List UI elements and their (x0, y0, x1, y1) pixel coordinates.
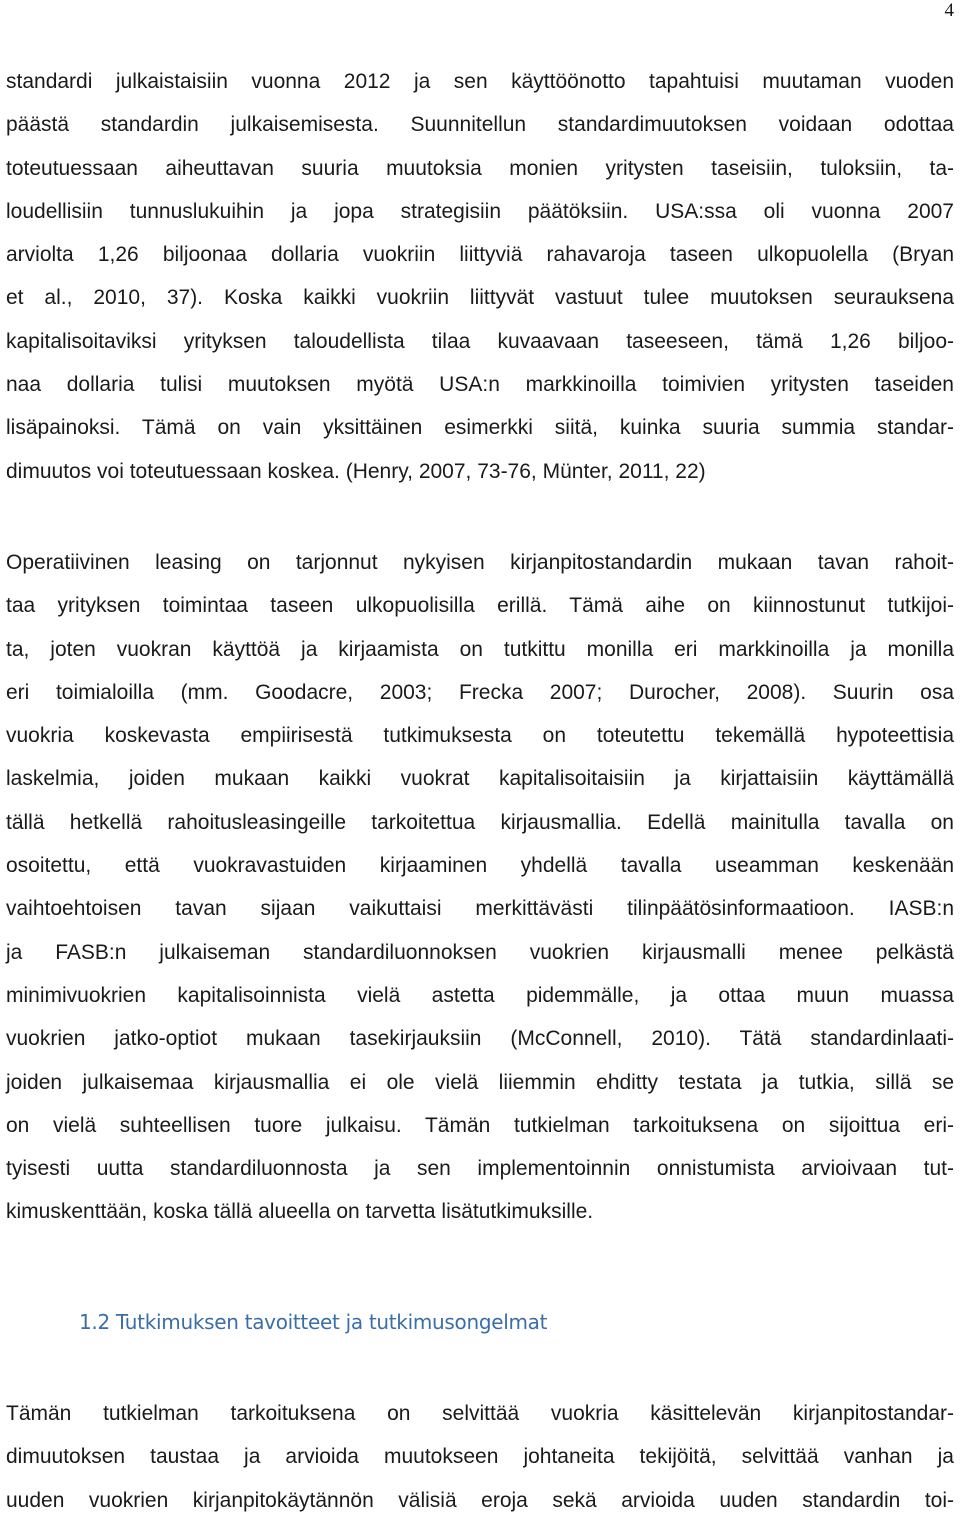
text-line: Operatiivinen leasing on tarjonnut nykyisen kirjanpitostandardin mukaan tavan rahoit- (6, 551, 954, 574)
text-line: vaihtoehtoisen tavan sijaan vaikuttaisi merkittävästi tilinpäätösinformaatioon. IASB:n (6, 897, 954, 921)
text-line: tyisesti uutta standardiluonnosta ja sen implementoinnin onnistumista arvioivaan tut- (6, 1157, 954, 1181)
text-line: et al., 2010, 37). Koska kaikki vuokriin liittyvät vastuut tulee muutoksen seurauksena (6, 286, 954, 310)
text-line: joiden julkaisemaa kirjausmallia ei ole vielä liiemmin ehditty testata ja tutkia, sillä se (6, 1070, 954, 1094)
text-line: on vielä suhteellisen tuore julkaisu. Tämän tutkielman tarkoituksena on sijoittua eri- (6, 1113, 954, 1137)
text-line: osoitettu, että vuokravastuiden kirjaaminen yhdellä tavalla useamman keskenään (6, 854, 954, 878)
text-line: päästä standardin julkaisemisesta. Suunnitellun standardimuutoksen voidaan odottaa (6, 113, 954, 137)
text-line: lisäpainoksi. Tämä on vain yksittäinen esimerkki siitä, kuinka suuria summia standar- (6, 416, 954, 440)
text-line: dimuutos voi toteutuessaan koskea. (Henry, 2007, 73-76, Münter, 2011, 22) (6, 459, 706, 483)
text-line: vuokria koskevasta empiirisestä tutkimuksesta on toteutettu tekemällä hypoteettisia (6, 724, 954, 748)
text-line: kapitalisoitaviksi yrityksen taloudellista tilaa kuvaavaan taseeseen, tämä 1,26 biljoo- (6, 329, 954, 353)
text-line: uuden vuokrien kirjanpitokäytännön välisiä eroja sekä arvioida uuden standardin toi- (6, 1488, 954, 1512)
text-line: ja FASB:n julkaiseman standardiluonnoksen vuokrien kirjausmalli menee pelkästä (6, 940, 954, 964)
text-line: laskelmia, joiden mukaan kaikki vuokrat kapitalisoitaisiin ja kirjattaisiin käyttämällä (6, 767, 954, 791)
text-line: minimivuokrien kapitalisoinnista vielä astetta pidemmälle, ja ottaa muun muassa (6, 983, 954, 1007)
text-line: ta, joten vuokran käyttöä ja kirjaamista on tutkittu monilla eri markkinoilla ja monilla (6, 637, 954, 661)
paragraph-research-goal (6, 1392, 954, 1522)
text-line: tällä hetkellä rahoitusleasingeille tarkoitettua kirjausmallia. Edellä mainitulla tavalla on (6, 810, 954, 834)
paragraph-operating-leasing (6, 541, 954, 1234)
text-line: kimuskenttään, koska tällä alueella on tarvetta lisätutkimuksille. (6, 1200, 594, 1224)
paragraph-standard-change (6, 60, 954, 493)
section-title: Tutkimuksen tavoitteet ja tutkimusongelmat (115, 1310, 548, 1334)
section-number: 1.2 (79, 1310, 110, 1334)
text-line: Tämän tutkielman tarkoituksena on selvittää vuokria käsittelevän kirjanpitostandar- (6, 1402, 954, 1425)
text-line: arviolta 1,26 biljoonaa dollaria vuokriin liittyviä rahavaroja taseen ulkopuolella (Bryan (6, 243, 954, 267)
text-line: toteutuessaan aiheuttavan suuria muutoksia monien yritysten taseisiin, tuloksiin, ta- (6, 156, 954, 180)
text-line: taa yrityksen toimintaa taseen ulkopuolisilla erillä. Tämä aihe on kiinnostunut tutkijoi- (6, 594, 954, 618)
text-line: standardi julkaistaisiin vuonna 2012 ja sen käyttöönotto tapahtuisi muutaman vuoden (6, 70, 954, 93)
section-heading (79, 1306, 547, 1338)
page-number: 4 (944, 0, 954, 21)
text-line: loudellisiin tunnuslukuihin ja jopa strategisiin päätöksiin. USA:ssa oli vuonna 2007 (6, 199, 954, 223)
text-line: eri toimialoilla (mm. Goodacre, 2003; Frecka 2007; Durocher, 2008). Suurin osa (6, 680, 954, 704)
text-line: naa dollaria tulisi muutoksen myötä USA:n markkinoilla toimivien yritysten taseiden (6, 373, 954, 397)
text-line: dimuutoksen taustaa ja arvioida muutokseen johtaneita tekijöitä, selvittää vanhan ja (6, 1445, 954, 1469)
text-line: vuokrien jatko-optiot mukaan tasekirjauksiin (McConnell, 2010). Tätä standardinlaati- (6, 1027, 954, 1051)
